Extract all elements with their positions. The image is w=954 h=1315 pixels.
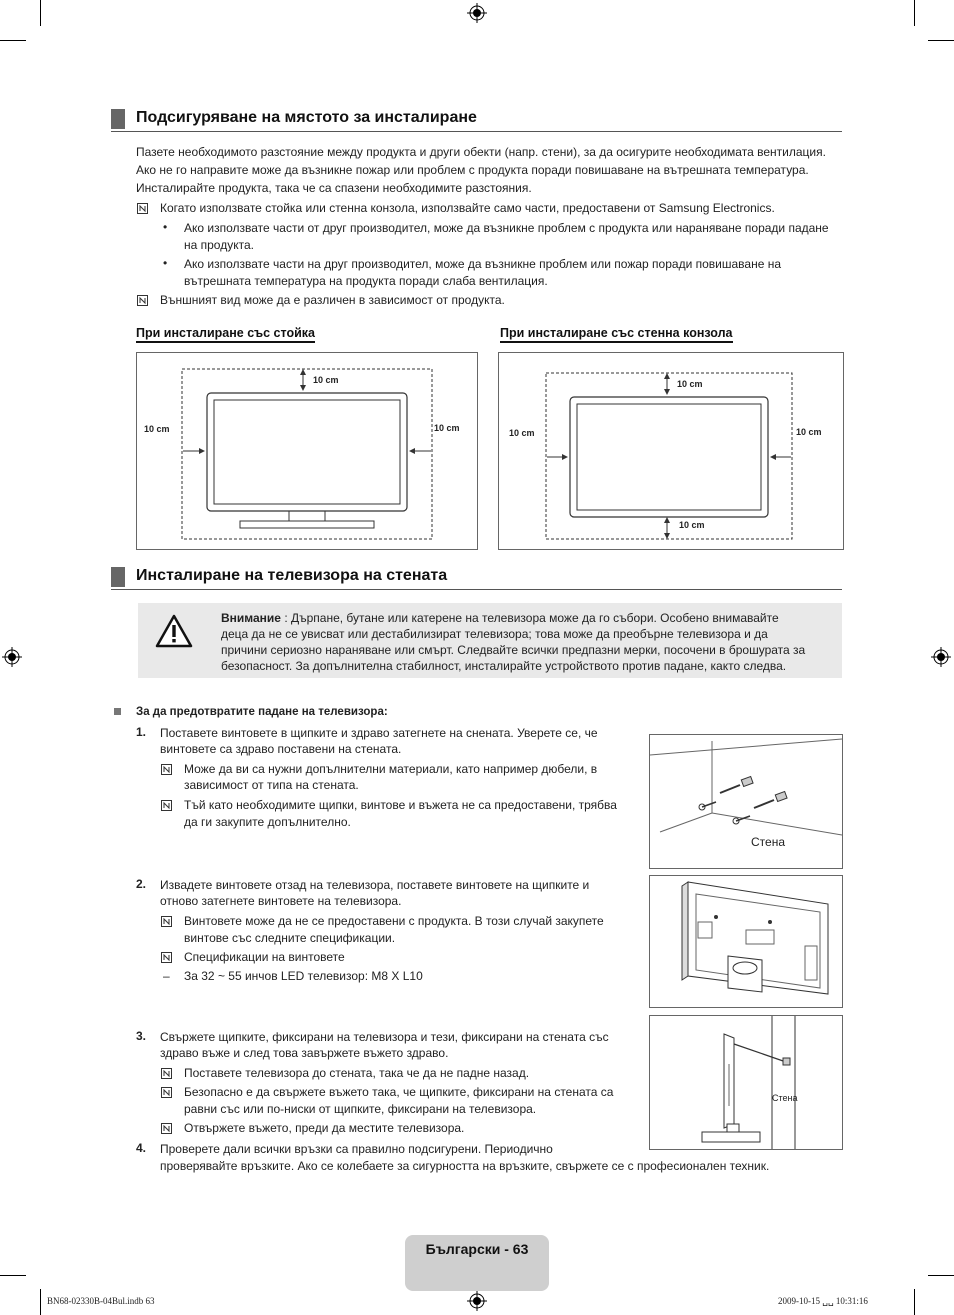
- section-title: Подсигуряване на мястото за инсталиране: [136, 109, 477, 126]
- dimension-label: 10 cm: [313, 375, 339, 385]
- note-icon: [161, 1068, 172, 1079]
- note-text: зависимост от типа на стената.: [184, 778, 359, 792]
- dimension-label: 10 cm: [679, 520, 705, 530]
- dash: –: [163, 969, 170, 983]
- dimension-label: 10 cm: [677, 379, 703, 389]
- illustration-tv-back: [649, 875, 843, 1008]
- note-icon: [161, 952, 172, 963]
- bullet-text: Ако използвате части от друг производител, може да възникне проблем с продукта или нараняване поради падане: [184, 221, 829, 235]
- crop-mark: [0, 40, 26, 41]
- note-text: Тъй като необходимите щипки, винтове и въжета не са предоставени, трябва: [184, 798, 617, 812]
- note-icon: [137, 203, 148, 214]
- page-number-tab: [405, 1235, 549, 1291]
- step-text: Свържете щипките, фиксирани на телевизора и тези, фиксирани на стената със: [160, 1030, 609, 1044]
- diagram-label-stand: При инсталиране със стойка: [136, 326, 315, 343]
- tv-wall-illustration: [499, 353, 843, 549]
- wall-label: Стена: [772, 1093, 798, 1103]
- dimension-label: 10 cm: [434, 423, 460, 433]
- crop-mark: [40, 1289, 41, 1315]
- note-text: Може да ви са нужни допълнителни материали, като например дюбели, в: [184, 762, 598, 776]
- dimension-label: 10 cm: [509, 428, 535, 438]
- heading-bar: [111, 109, 125, 129]
- note-icon: [161, 1087, 172, 1098]
- note-icon: [161, 764, 172, 775]
- note-text: Поставете телевизора до стената, така че да не падне назад.: [184, 1066, 530, 1080]
- dimension-label: 10 cm: [144, 424, 170, 434]
- warning-line: Внимание : Дърпане, бутане или катерене на телевизора може да го събори. Особено внимавайте: [221, 611, 779, 625]
- registration-mark-icon: [467, 1291, 487, 1311]
- tv-stand-illustration: [137, 353, 477, 549]
- bullet: •: [163, 256, 168, 270]
- wall-label: Стена: [751, 835, 786, 849]
- note-text: Когато използвате стойка или стенна конзола, използвайте само части, предоставени от Samsung Electronics.: [160, 201, 775, 215]
- note-icon: [161, 800, 172, 811]
- registration-mark-icon: [2, 647, 22, 667]
- section-heading-installation-space: [111, 109, 842, 132]
- crop-mark: [928, 40, 954, 41]
- step-text: здраво въже и след това завържете въжето здраво.: [160, 1046, 449, 1060]
- wall-screws-illustration: [650, 735, 842, 868]
- section-title: Инсталиране на телевизора на стената: [136, 567, 448, 584]
- crop-mark: [0, 1275, 26, 1276]
- note-text: винтове със следните спецификации.: [184, 931, 396, 945]
- note-text: да ги закупите допълнително.: [184, 815, 351, 829]
- step-number: 1.: [136, 725, 147, 739]
- illustration-tv-side-rope: [649, 1015, 843, 1150]
- heading-bar: [111, 567, 125, 587]
- note-icon: [137, 295, 148, 306]
- warning-triangle-icon: [154, 613, 194, 649]
- step-text: Извадете винтовете отзад на телевизора, поставете винтовете на щипките и: [160, 878, 590, 892]
- crop-mark: [914, 0, 915, 26]
- section-heading-wall-installation: [111, 567, 842, 590]
- diagram-stand: [136, 352, 478, 550]
- diagram-label-wall-mount: При инсталиране със стенна конзола: [500, 326, 733, 343]
- warning-line: безопасност. За допълнителна стабилност, инсталирайте устройството против падане, както следва.: [221, 659, 787, 673]
- bullet: •: [163, 220, 168, 234]
- step-number: 4.: [136, 1141, 147, 1155]
- step-text: отново затегнете винтовете на телевизора.: [160, 894, 402, 908]
- warning-bold: Внимание: [221, 611, 281, 625]
- warning-line: причини сериозно нараняване или смърт. Следвайте всички предпазни мерки, посочени в брошурата за: [221, 643, 806, 657]
- step-text: Проверете дали всички връзки са правилно подсигурени. Периодично: [160, 1142, 553, 1156]
- intro-line: Инсталирайте продукта, така че са спазени необходимите разстояния.: [136, 181, 532, 195]
- square-bullet: [114, 708, 121, 715]
- crop-mark: [914, 1289, 915, 1315]
- tv-side-rope-illustration: [650, 1016, 842, 1149]
- registration-mark-icon: [931, 647, 951, 667]
- note-text: Винтовете може да не се предоставени с продукта. В този случай закупете: [184, 914, 604, 928]
- page-label: Български - 63: [425, 1241, 529, 1257]
- note-text: Отвържете въжето, преди да местите телевизора.: [184, 1121, 465, 1135]
- crop-mark: [928, 1275, 954, 1276]
- file-info: BN68-02330B-04Bul.indb 63: [47, 1296, 155, 1306]
- registration-mark-icon: [467, 3, 487, 23]
- step-text: Поставете винтовете в щипките и здраво затегнете на снената. Уверете се, че: [160, 726, 598, 740]
- note-text: Външният вид може да е различен в зависимост от продукта.: [160, 293, 505, 307]
- diagram-wall-mount: [498, 352, 844, 550]
- step-text: винтовете са здраво поставени на стената.: [160, 742, 402, 756]
- step-text: проверявайте връзките. Ако се колебаете за сигурността на връзките, свържете се с професионален техник.: [160, 1159, 770, 1173]
- bullet-text: Ако използвате части на друг производител, може да възникне проблем или пожар поради повишаване на: [184, 257, 782, 271]
- intro-line: Пазете необходимото разстояние между продукта и други обекти (напр. стени), за да осигурите необходимата вентилация.: [136, 145, 826, 159]
- spec-text: За 32 ~ 55 инчов LED телевизор: M8 X L10: [184, 969, 423, 983]
- note-text: Безопасно е да свържете въжето така, че щипките, фиксирани на стената са: [184, 1085, 614, 1099]
- step-number: 3.: [136, 1029, 147, 1043]
- note-icon: [161, 1123, 172, 1134]
- illustration-wall-screws: [649, 734, 843, 869]
- note-text: равни със или по-ниски от щипките, фиксирани на телевизора.: [184, 1102, 537, 1116]
- warning-box: [138, 603, 842, 678]
- note-icon: [161, 916, 172, 927]
- step-number: 2.: [136, 877, 147, 891]
- tv-back-illustration: [650, 876, 842, 1007]
- warning-line: деца да не се увисват или дестабилизират телевизора; това може да преобърне телевизора и да: [221, 627, 768, 641]
- bullet-text: вътрешната температура на продукта поради слаба вентилация.: [184, 274, 548, 288]
- dimension-label: 10 cm: [796, 427, 822, 437]
- subsection-title: За да предотвратите падане на телевизора:: [136, 706, 388, 718]
- bullet-text: на продукта.: [184, 238, 254, 252]
- crop-mark: [40, 0, 41, 26]
- intro-line: Ако не го направите може да възникне пожар или проблем с продукта поради повишаване на вътрешната температура.: [136, 163, 809, 177]
- timestamp: 2009-10-15 ␣␣ 10:31:16: [778, 1296, 868, 1306]
- note-text: Спецификации на винтовете: [184, 950, 345, 964]
